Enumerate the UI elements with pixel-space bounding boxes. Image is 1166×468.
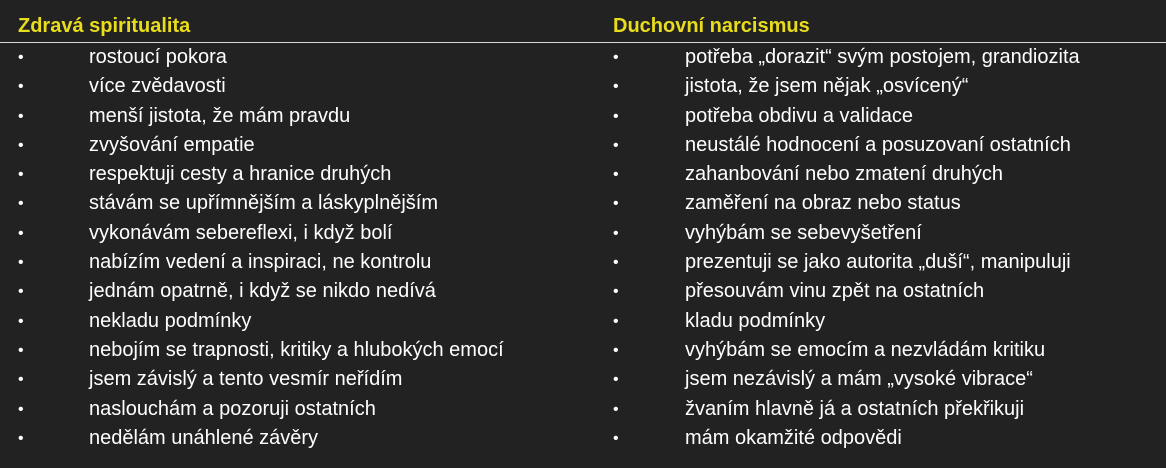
list-item-text: zaměření na obraz nebo status [685,192,961,215]
bullet-icon: • [613,49,619,66]
list-item [613,336,1166,365]
list-item-text: zahanbování nebo zmatení druhých [685,163,1003,186]
healthy-spirituality-column [18,12,598,453]
list-item-text: nabízím vedení a inspiraci, ne kontrolu [89,251,432,274]
bullet-icon: • [613,341,619,359]
list-item-text: více zvědavosti [89,75,226,98]
list-item [613,307,1166,336]
list-item [18,424,598,453]
list-item [18,365,598,394]
bullet-icon: • [613,78,619,96]
bullet-icon: • [613,429,619,447]
list-item-text: mám okamžité odpovědi [685,426,902,449]
bullet-icon: • [613,136,619,154]
bullet-icon: • [613,371,619,389]
spiritual-narcissism-column [613,12,1166,453]
bullet-icon: • [18,224,24,242]
list-item [613,43,1166,72]
bullet-icon: • [613,312,619,330]
bullet-icon: • [18,195,24,213]
bullet-icon: • [18,166,24,184]
list-item [613,365,1166,394]
bullet-icon: • [18,341,24,359]
list-item-text: nekladu podmínky [89,309,252,332]
healthy-spirituality-list [18,43,598,453]
list-item-text: jsem nezávislý a mám „vysoké vibrace“ [685,368,1033,391]
list-item [18,102,598,131]
bullet-icon: • [613,400,619,418]
list-item-text: žvaním hlavně já a ostatních překřikuji [685,397,1025,420]
spiritual-narcissism-heading: Duchovní narcismus [613,15,810,37]
list-item [613,219,1166,248]
bullet-icon: • [613,195,619,213]
bullet-icon: • [613,283,619,301]
bullet-icon: • [18,254,24,272]
bullet-icon: • [613,224,619,242]
bullet-icon: • [18,136,24,154]
bullet-icon: • [18,429,24,447]
list-item [18,219,598,248]
list-item-text: naslouchám a pozoruji ostatních [89,397,376,420]
list-item-text: zvyšování empatie [89,133,255,156]
healthy-spirituality-heading: Zdravá spiritualita [18,15,191,37]
list-item [613,160,1166,189]
list-item-text: jistota, že jsem nějak „osvícený“ [685,75,969,98]
bullet-icon: • [18,78,24,96]
list-item-text: jsem závislý a tento vesmír neřídím [89,368,403,391]
list-item-text: vykonávám sebereflexi, i když bolí [89,221,393,244]
list-item-text: potřeba obdivu a validace [685,104,913,127]
list-item [613,248,1166,277]
bullet-icon: • [18,400,24,418]
list-item [613,72,1166,101]
list-item [613,189,1166,218]
list-item-text: prezentuji se jako autorita „duší“, manipuluji [685,251,1071,274]
list-item [18,307,598,336]
list-item [18,336,598,365]
bullet-icon: • [18,107,24,125]
bullet-icon: • [18,371,24,389]
list-item-text: neustálé hodnocení a posuzovaní ostatních [685,133,1071,156]
list-item-text: stávám se upřímnějším a láskyplnějším [89,192,439,215]
list-item-text: nebojím se trapnosti, kritiky a hlubokých emocí [89,338,504,361]
list-item-text: vyhýbám se sebevyšetření [685,221,922,244]
list-item-text: respektuji cesty a hranice druhých [89,163,392,186]
list-item-text: potřeba „dorazit“ svým postojem, grandiozita [685,46,1080,68]
bullet-icon: • [613,254,619,272]
list-item-text: nedělám unáhlené závěry [89,426,319,449]
bullet-icon: • [613,107,619,125]
bullet-icon: • [18,49,24,66]
list-item-text: přesouvám vinu zpět na ostatních [685,280,985,303]
list-item [613,395,1166,424]
list-item [18,277,598,306]
list-item [18,395,598,424]
list-item-text: jednám opatrně, i když se nikdo nedívá [89,280,436,303]
list-item-text: menší jistota, že mám pravdu [89,104,351,127]
list-item-text: rostoucí pokora [89,46,227,68]
list-item [18,248,598,277]
list-item [613,102,1166,131]
list-item [613,424,1166,453]
list-item [18,131,598,160]
list-item [18,72,598,101]
bullet-icon: • [18,312,24,330]
bullet-icon: • [18,283,24,301]
list-item [18,43,598,72]
list-item [18,189,598,218]
list-item [613,277,1166,306]
list-item-text: vyhýbám se emocím a nezvládám kritiku [685,338,1046,361]
list-item [18,160,598,189]
list-item-text: kladu podmínky [685,309,826,332]
bullet-icon: • [613,166,619,184]
spiritual-narcissism-list [613,43,1166,453]
list-item [613,131,1166,160]
